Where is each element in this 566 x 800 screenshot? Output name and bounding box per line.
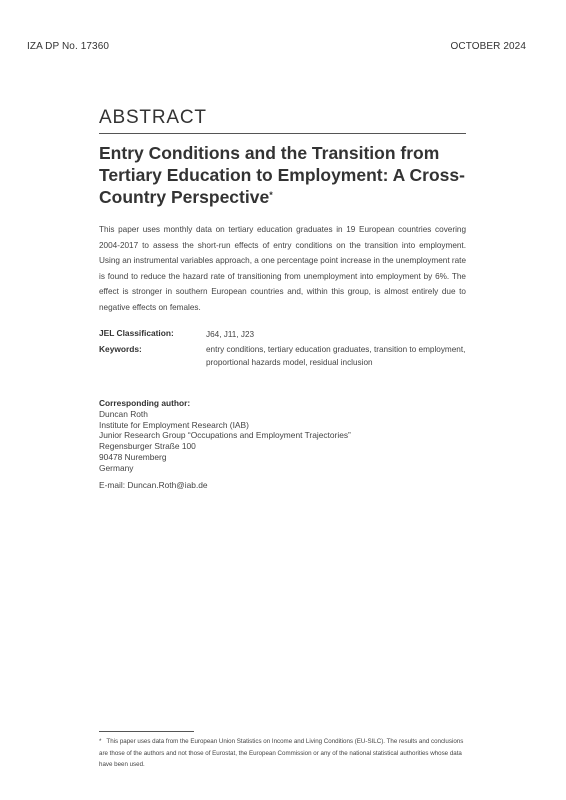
keywords-value: entry conditions, tertiary education graduates, transition to employment, proportional hazards model, residual inclusion: [206, 345, 466, 367]
paper-title: [99, 142, 479, 208]
abstract-text: This paper uses monthly data on tertiary education graduates in 19 European countries covering 2004-2017 to assess the short-run effects of entry conditions on the transition into employment. Using an instrumental variables approach, a one percentage point increase in the unemployment rate is found to reduce the hazard rate of transitioning from unemployment into employment by 6%. The effect is stronger in southern European countries and, within this group, is almost entirely due to negative effects on females.: [99, 225, 466, 312]
series-number: IZA DP No. 17360: [27, 41, 110, 52]
corresponding-author-block: [99, 398, 351, 490]
paper-title-text: Entry Conditions and the Transition from Tertiary Education to Employment: A Cross-Country Perspective: [99, 143, 465, 207]
footnote-rule: [99, 731, 194, 732]
title-footnote-mark: *: [269, 190, 273, 200]
heading-rule: [99, 133, 466, 134]
abstract-heading: ABSTRACT: [99, 107, 207, 128]
author-email: E-mail: Duncan.Roth@iab.de: [99, 479, 208, 490]
jel-label: JEL Classification:: [99, 328, 174, 338]
author-country: Germany: [99, 462, 134, 473]
footnote: [99, 736, 469, 771]
author-street: Regensburger Straße 100: [99, 441, 196, 452]
footnote-text: This paper uses data from the European Union Statistics on Income and Living Conditions (EU-SILC). The results and conclusions are those of the authors and not those of Eurostat, the European Commission or any of the national statistical authorities whose data have been used.: [99, 738, 464, 768]
footnote-mark: *: [99, 738, 102, 745]
jel-value: J64, J11, J23: [206, 330, 255, 339]
keywords-label: Keywords:: [99, 344, 142, 354]
author-group: Junior Research Group “Occupations and Employment Trajectories”: [99, 430, 351, 441]
author-name: Duncan Roth: [99, 408, 148, 419]
publication-date: OCTOBER 2024: [450, 41, 526, 52]
corresponding-author-label: Corresponding author:: [99, 398, 191, 408]
author-city: 90478 Nuremberg: [99, 451, 167, 462]
author-institution: Institute for Employment Research (IAB): [99, 419, 249, 430]
